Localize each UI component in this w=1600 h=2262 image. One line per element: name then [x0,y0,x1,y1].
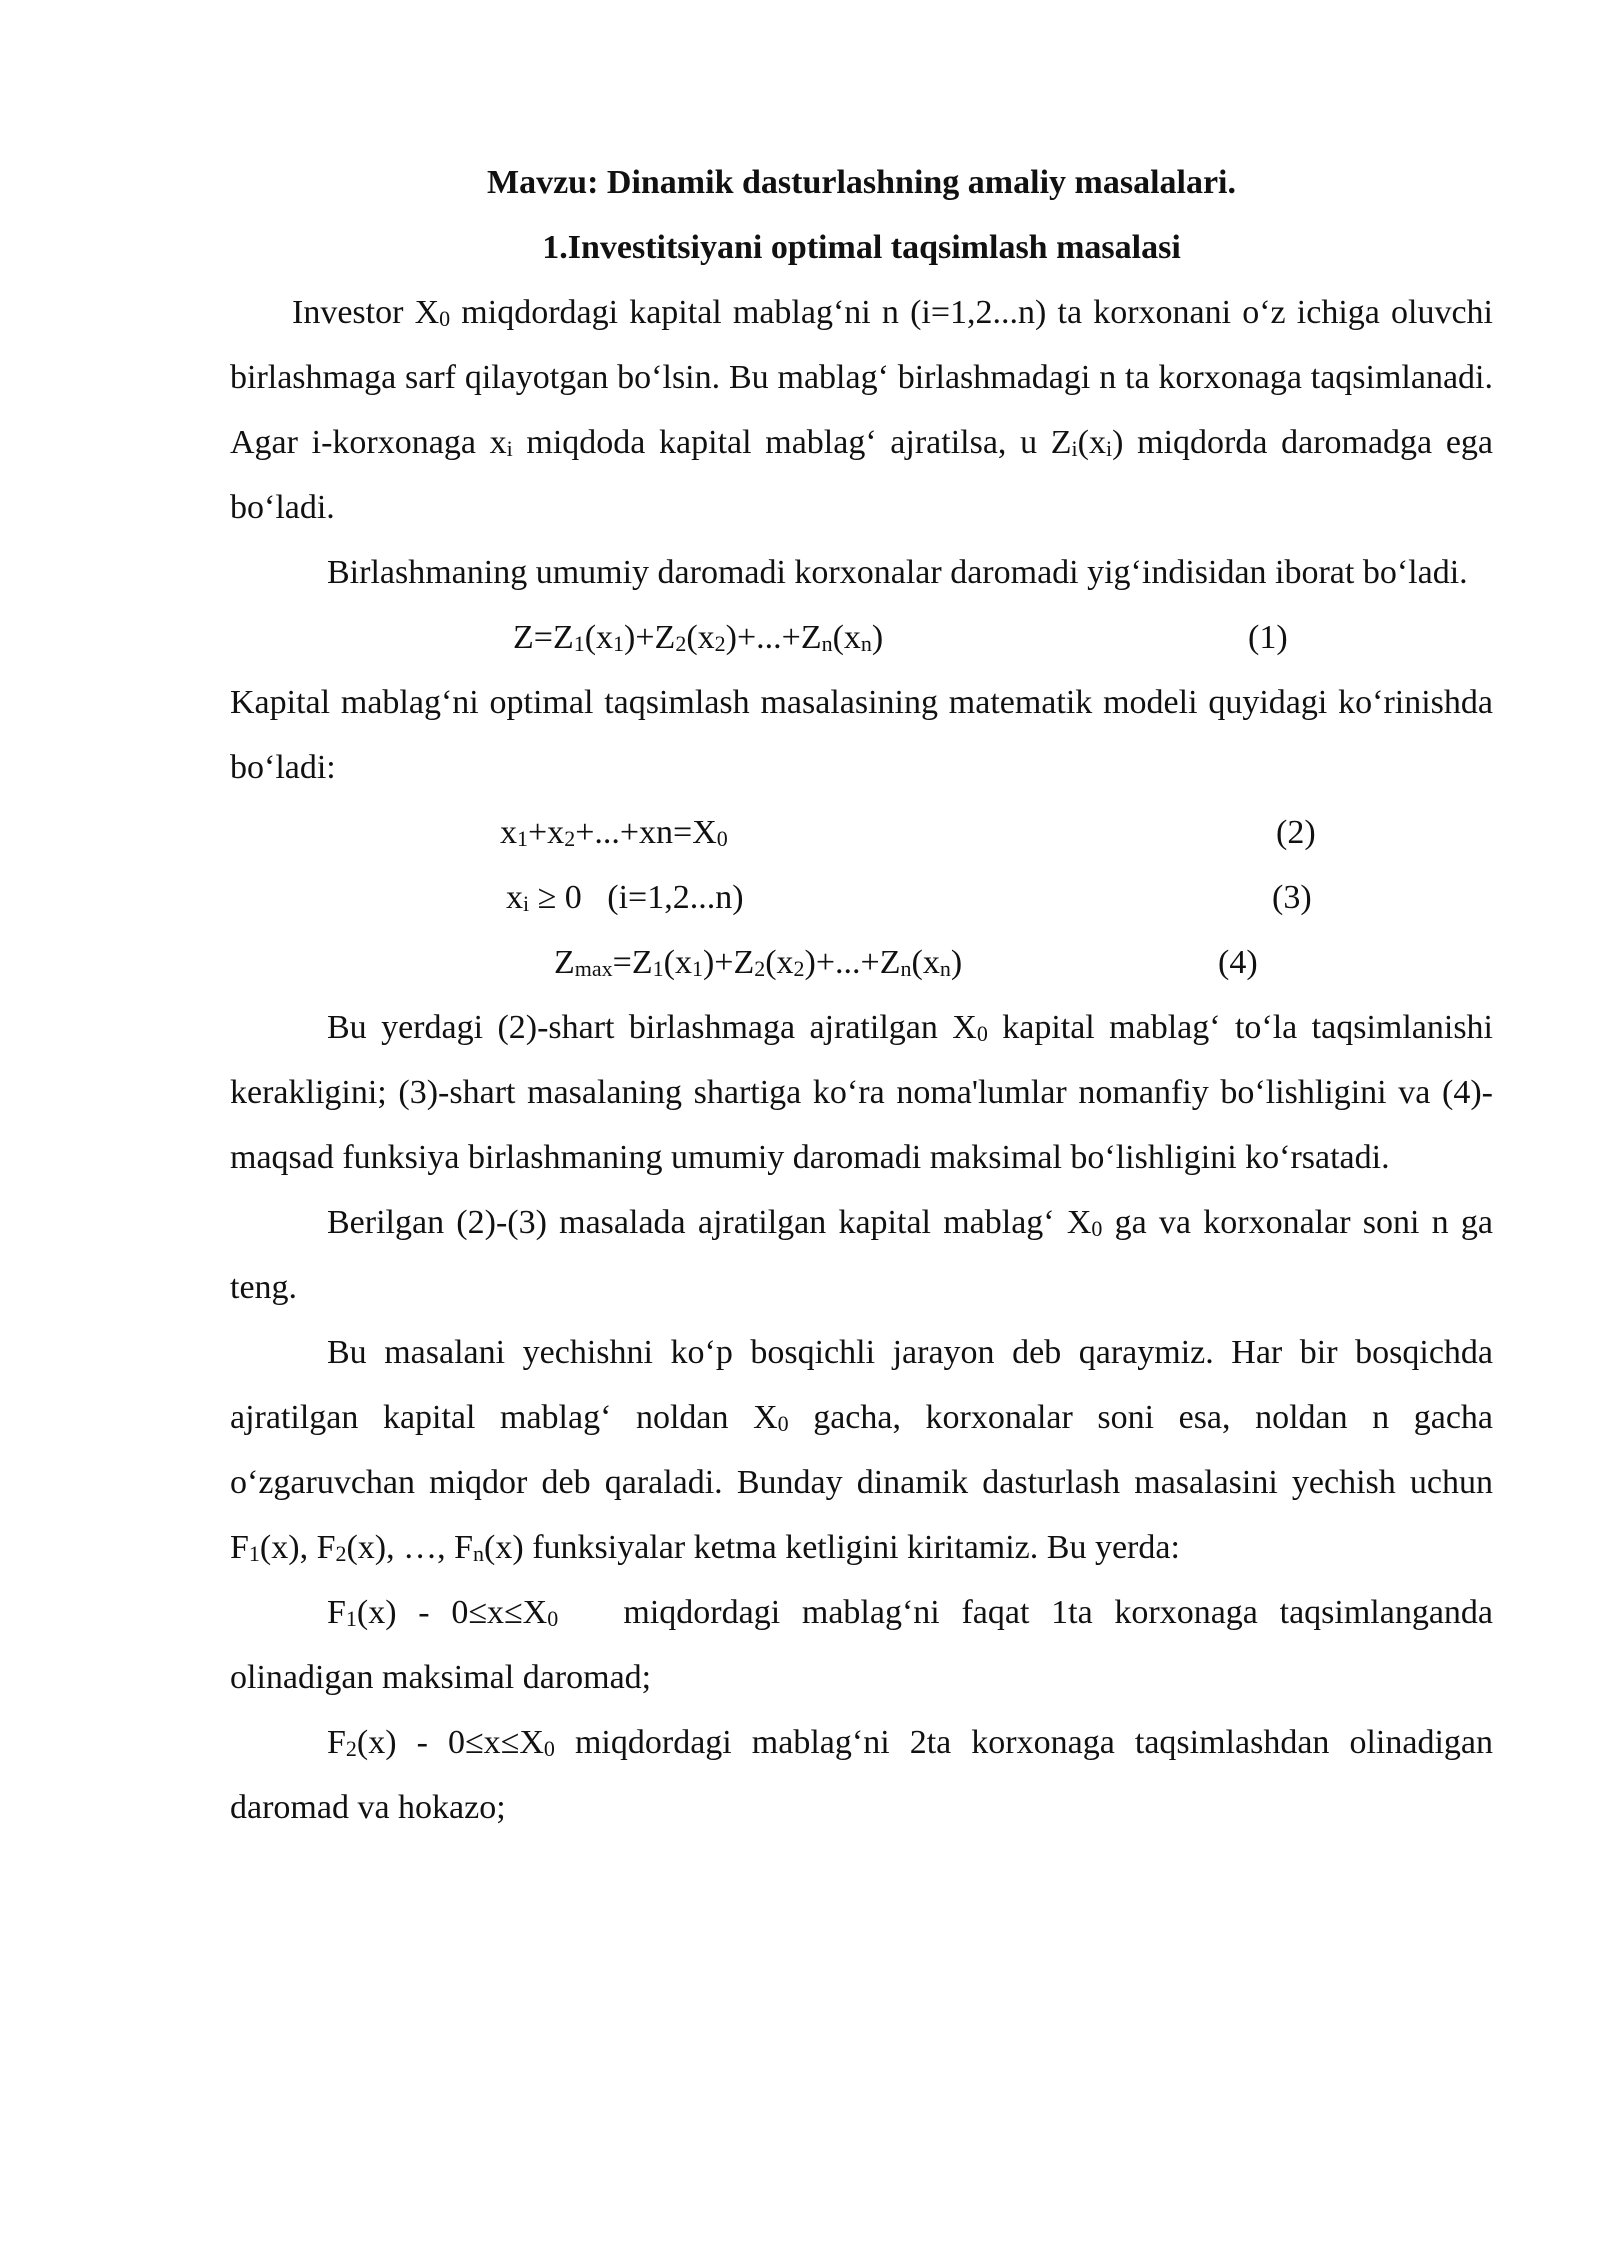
section-title: 1.Investitsiyani optimal taqsimlash masalasi [542,229,1181,266]
equation-number: (2) [1276,814,1316,851]
paragraph-f2-definition: $F_2(x) - 0\le x\le X_0$ miqdordagi mablag‘ni 2ta korxonaga taqsimlashdan olinadigan daromad va hokazo; [230,1724,1493,1826]
subscript: i [1071,436,1078,461]
paragraph-intro [230,280,1493,540]
formula-2 [230,800,1493,865]
text-run: Investor X [292,294,440,331]
subscript: 0 [439,306,451,331]
formula-4 [230,930,1493,995]
equation-number: (3) [1272,879,1312,916]
equation-number: (1) [1248,619,1288,656]
formula-expression: $Z=Z_1(x_1)+Z_2(x_2)+...+Z_n(x_n)$ [513,619,884,656]
text-run: (x [1077,424,1106,461]
equation-number: (4) [1218,944,1258,981]
subscript: i [506,436,513,461]
text-run: ) miqdorda daromadga ega bo‘ladi. [230,424,1493,526]
formula-expression: $x_1+x_2+...+xn=X_0$ [500,814,728,851]
formula-1 [230,605,1493,670]
formula-3 [230,865,1493,930]
paragraph-model-intro: Kapital mablag‘ni optimal taqsimlash masalasining matematik modeli quyidagi ko‘rinishda bo‘ladi: [230,684,1493,786]
paragraph-explanation: Bu yerdagi (2)-shart birlashmaga ajratilgan $X_0$ kapital mablag‘ to‘la taqsimlanishi kerakligini; (3)-shart masalaning shartiga ko‘ra noma'lumlar nomanfiy bo‘lishligini va (4)-maqsad funksiya birlashmaning umumiy daromadi maksimal bo‘lishligini ko‘rsatadi. [230,1009,1493,1176]
subscript: i [1106,436,1113,461]
formula-expression: $Z_{max}=Z_1(x_1)+Z_2(x_2)+...+Z_n(x_n)$ [554,944,963,981]
text-run: miqdordagi kapital mablag‘ni n (i=1,2...n) ta korxonani o‘z ichiga oluvchi birlashmaga sarf qilayotgan bo‘lsin. Bu mablag‘ birlashmadagi n ta korxonaga taqsimlanadi. Agar i-korxonaga x [230,294,1494,461]
paragraph-f1-definition: $F_1(x) - 0\le x\le X_0$ miqdordagi mablag‘ni faqat 1ta korxonaga taqsimlanganda olinadigan maksimal daromad; [230,1594,1502,1696]
document-body [230,150,1502,1840]
text-run: miqdoda kapital mablag‘ ajratilsa, u Z [512,424,1072,461]
paragraph-given: Berilgan (2)-(3) masalada ajratilgan kapital mablag‘ $X_0$ ga va korxonalar soni n ga teng. [230,1204,1493,1306]
formula-expression: $x_i \ge 0$ (i=1,2...n) [506,879,744,916]
paragraph-multistage: Bu masalani yechishni ko‘p bosqichli jarayon deb qaraymiz. Har bir bosqichda ajratilgan kapital mablag‘ noldan $X_0$ gacha, korxonalar soni esa, noldan n gacha o‘zgaruvchan miqdor deb qaraladi. Bunday dinamik dasturlash masalasini yechish uchun $F_1(x)$, $F_2(x)$, …, $F_n(x)$ funksiyalar ketma ketligini kiritamiz. Bu yerda: [230,1334,1494,1566]
topic-title: Mavzu: Dinamik dasturlashning amaliy masalalari. [486,164,1236,201]
paragraph-total-income: Birlashmaning umumiy daromadi korxonalar daromadi yig‘indisidan iborat bo‘ladi. [327,554,1468,591]
